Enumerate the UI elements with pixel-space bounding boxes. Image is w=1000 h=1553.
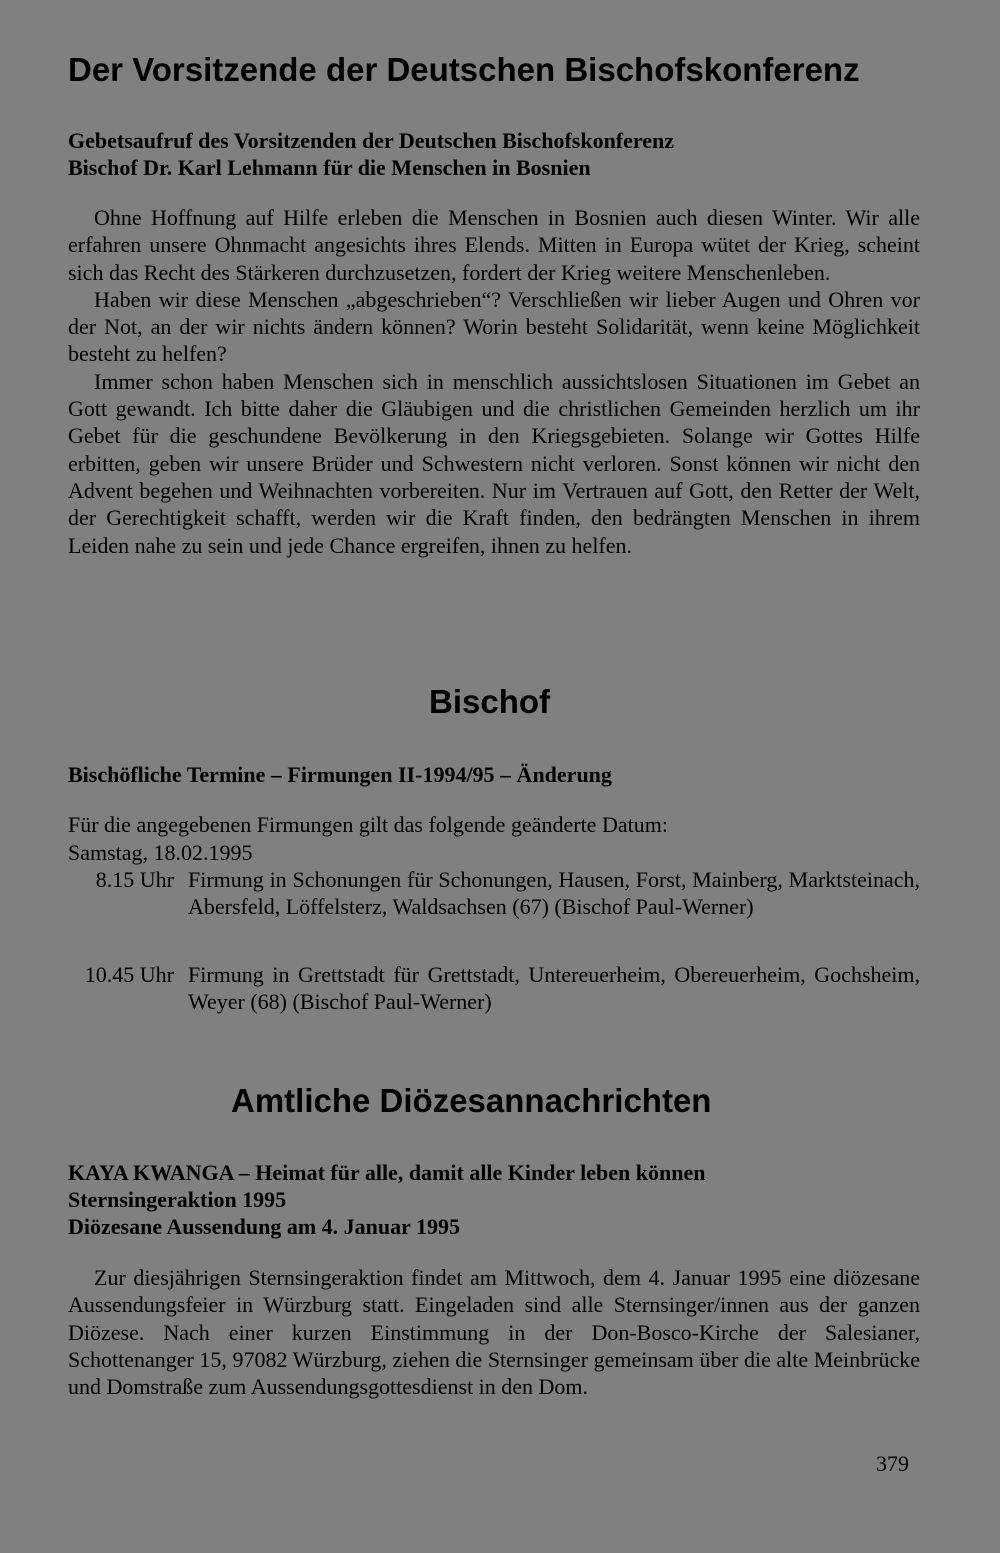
section-subtitle-termine [68, 761, 928, 788]
subtitle-line: Gebetsaufruf des Vorsitzenden der Deutschen Bischofskonferenz [68, 128, 675, 153]
section-title-bischof: Bischof [429, 683, 551, 720]
gebetsaufruf-body [68, 204, 920, 559]
section-title-bischofskonferenz: Der Vorsitzende der Deutschen Bischofskonferenz [68, 51, 860, 88]
firmung-description: Firmung in Schonungen für Schonungen, Hausen, Forst, Mainberg, Marktsteinach, Abersfeld, Löffelsterz, Waldsachsen (67) (Bischof Paul-Werner) [188, 867, 920, 920]
firmung-entry [68, 961, 920, 1016]
subtitle-line: KAYA KWANGA – Heimat für alle, damit alle Kinder leben können [68, 1160, 706, 1185]
paragraph: Haben wir diese Menschen „abgeschrieben“? Verschließen wir lieber Augen und Ohren vor der Not, an der wir nichts ändern können? Worin besteht Solidarität, wenn keine Möglichkeit besteht zu helfen? [68, 286, 920, 367]
paragraph: Zur diesjährigen Sternsingeraktion findet am Mittwoch, dem 4. Januar 1995 eine diözesane Aussendungsfeier in Würzburg statt. Eingeladen sind alle Sternsinger/innen aus der ganzen Diözese. Nach einer kurzen Einstimmung in der Don-Bosco-Kirche der Salesianer, Schottenanger 15, 97082 Würzburg, ziehen die Sternsinger gemeinsam über die alte Meinbrücke und Domstraße zum Aussendungsgottesdienst in den Dom. [68, 1265, 920, 1400]
section-subtitle-gebetsaufruf [68, 127, 928, 181]
firmung-description: Firmung in Grettstadt für Grettstadt, Untereuerheim, Obereuerheim, Gochsheim, Weyer (68) (Bischof Paul-Werner) [188, 962, 920, 1015]
paragraph: Immer schon haben Menschen sich in menschlich aussichtslosen Situationen im Gebet an Gott gewandt. Ich bitte daher die Gläubigen und die christlichen Gemeinden herzlich um ihr Gebet für die geschundene Bevölkerung in den Kriegsgebieten. Solange wir Gottes Hilfe erbitten, geben wir unsere Brüder und Schwestern nicht verloren. Sonst können wir nicht den Advent begehen und Weihnachten vorbereiten. Nur im Vertrauen auf Gott, den Retter der Welt, der Gerechtigkeit schafft, werden wir die Kraft finden, den bedrängten Menschen in ihrem Leiden nahe zu sein und jede Chance ergreifen, ihnen zu helfen. [68, 368, 920, 558]
subtitle-line: Diözesane Aussendung am 4. Januar 1995 [68, 1214, 460, 1239]
firmung-intro: Für die angegebenen Firmungen gilt das folgende geänderte Datum: [68, 812, 668, 837]
sternsinger-body [68, 1264, 920, 1400]
firmung-entry [68, 866, 920, 921]
subtitle-line: Bischof Dr. Karl Lehmann für die Menschen in Bosnien [68, 155, 591, 180]
subtitle-line: Sternsingeraktion 1995 [68, 1187, 287, 1212]
firmung-time: 10.45 Uhr [84, 962, 174, 987]
subtitle-line: Bischöfliche Termine – Firmungen II-1994/95 – Änderung [68, 762, 612, 787]
firmung-date: Samstag, 18.02.1995 [68, 840, 253, 865]
paragraph: Ohne Hoffnung auf Hilfe erleben die Menschen in Bosnien auch diesen Winter. Wir alle erfahren unsere Ohnmacht angesichts ihres Elends. Mitten in Europa wütet der Krieg, scheint sich das Recht des Stärkeren durchzusetzen, fordert der Krieg weitere Menschenleben. [68, 205, 920, 285]
section-subtitle-sternsinger [68, 1159, 928, 1240]
page-number: 379 [876, 1451, 909, 1476]
firmung-time: 8.15 Uhr [95, 867, 174, 892]
section-title-dioezesannachrichten: Amtliche Diözesannachrichten [231, 1082, 712, 1119]
